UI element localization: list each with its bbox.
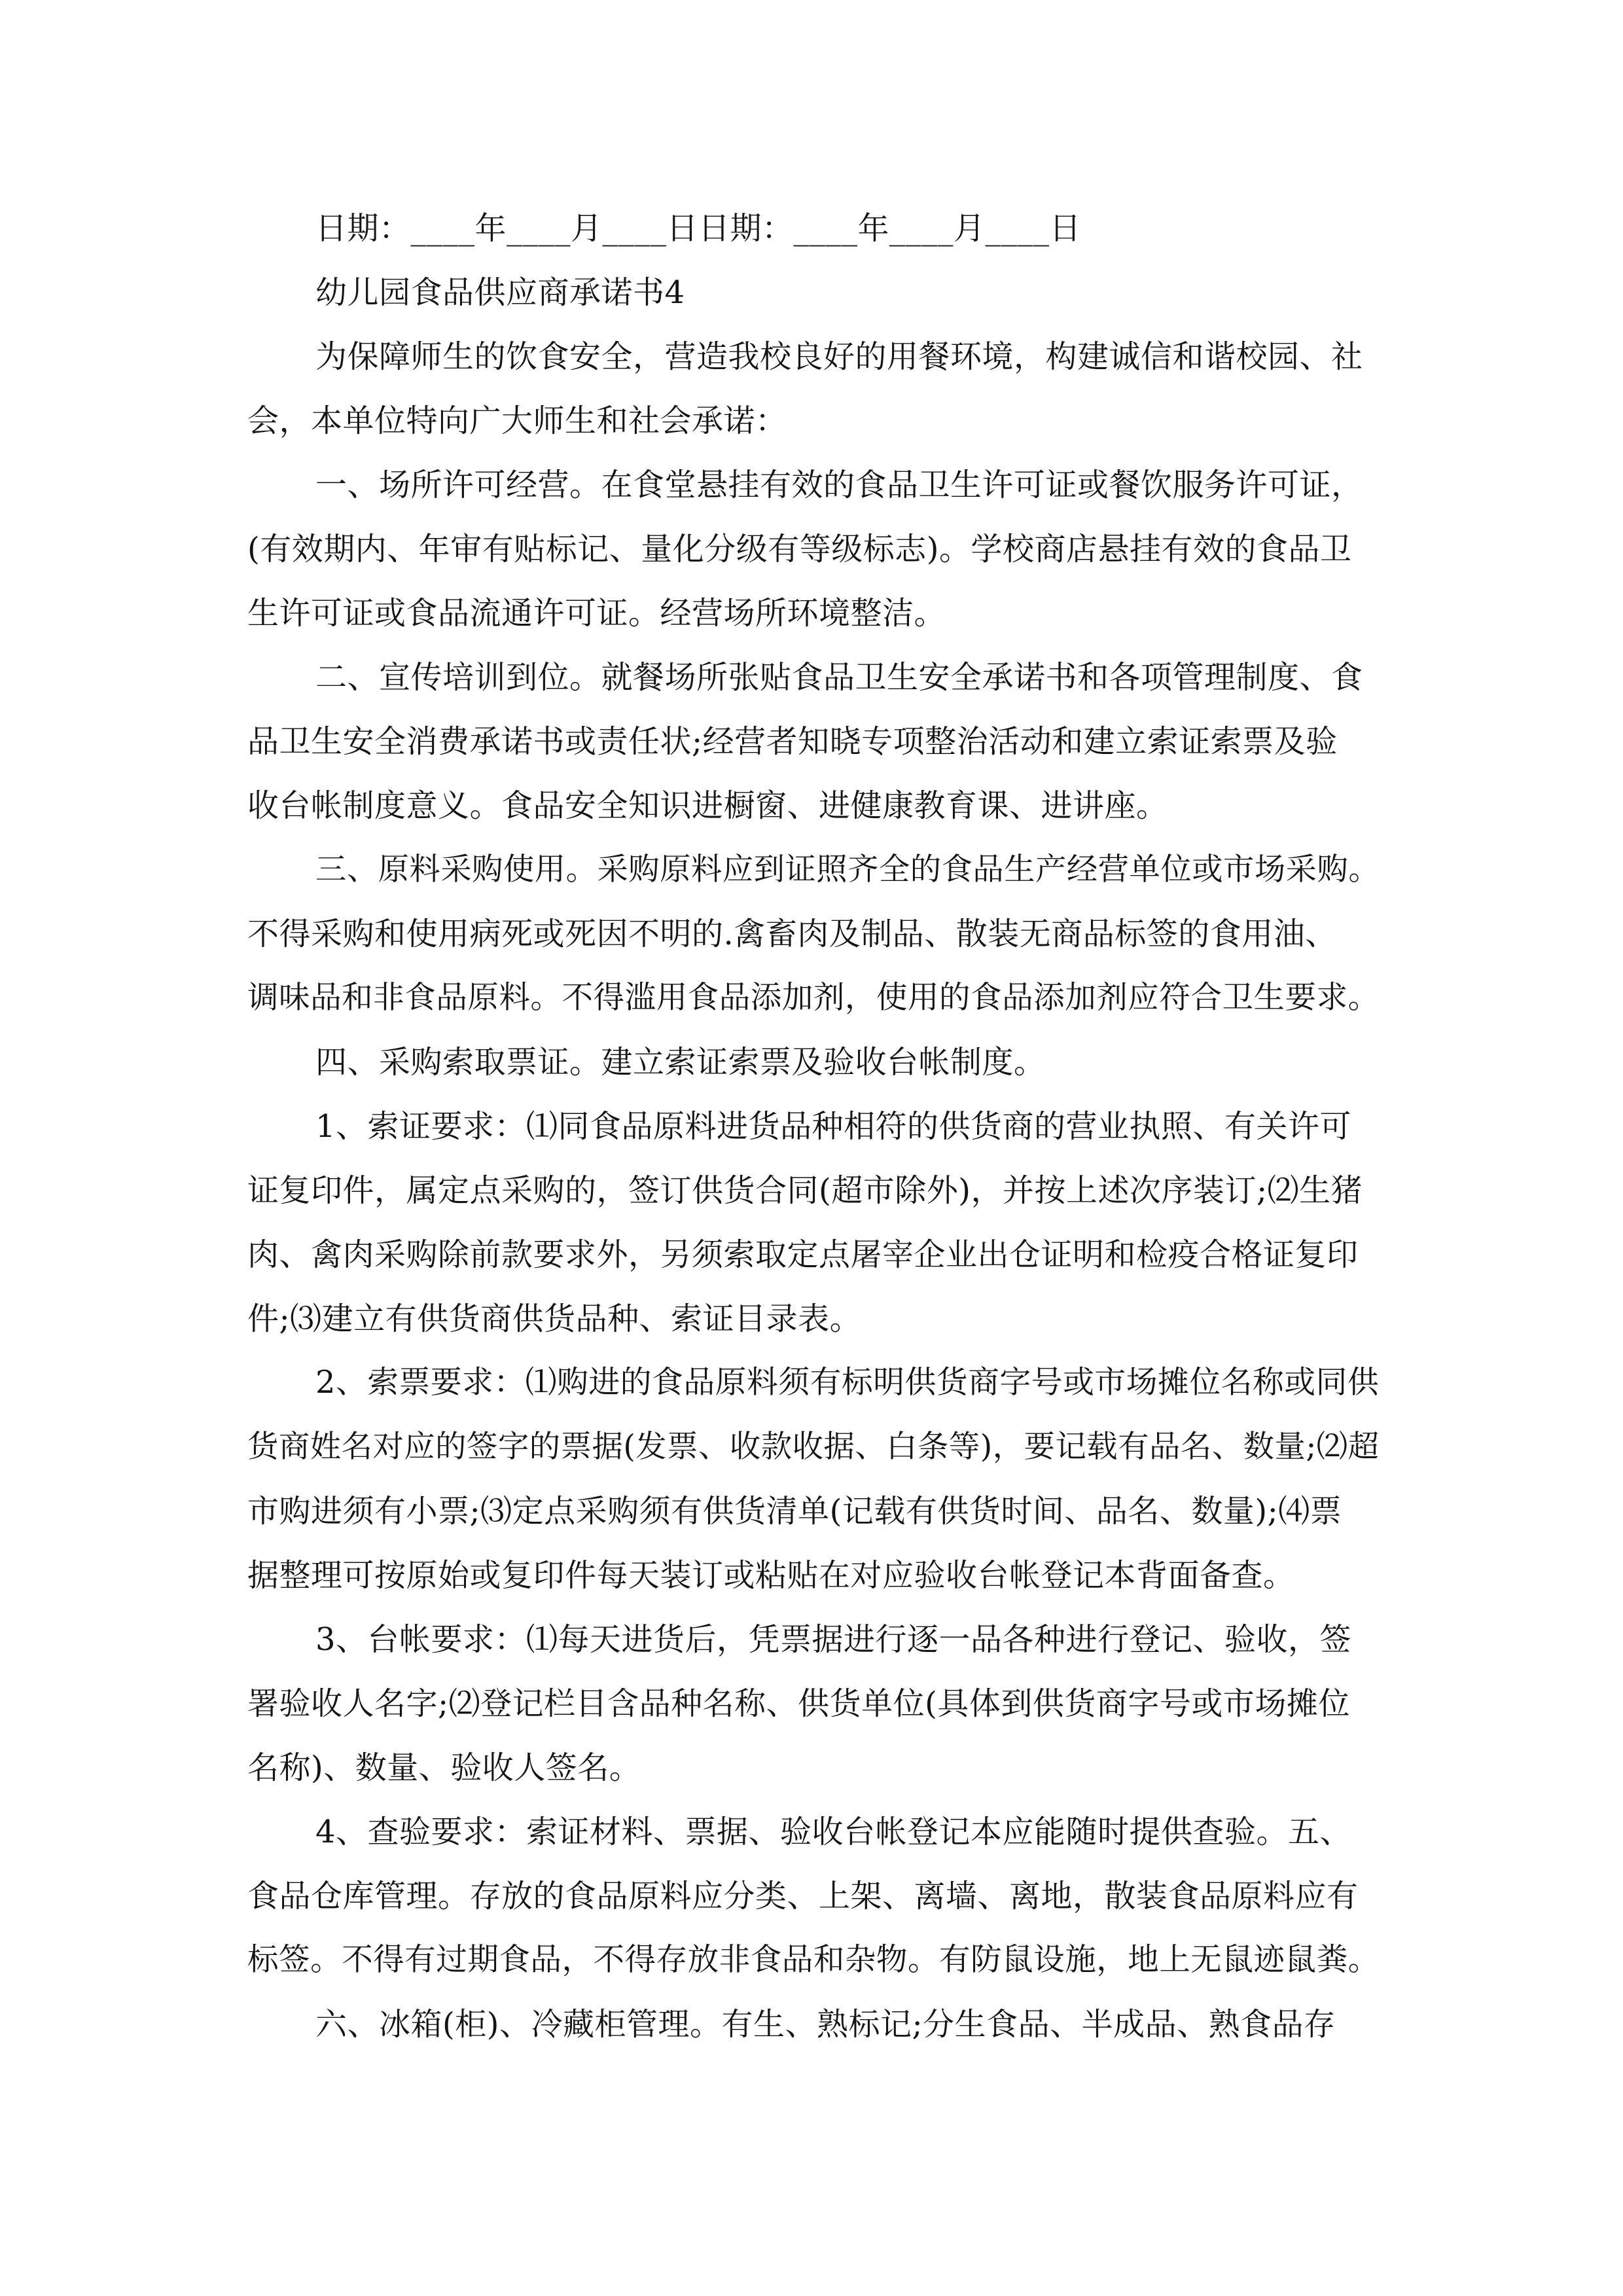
text-line: 食品仓库管理。存放的食品原料应分类、上架、离墙、离地，散装食品原料应有 [247, 1878, 1359, 1914]
text-line: (有效期内、年审有贴标记、量化分级有等级标志)。学校商店悬挂有效的食品卫 [247, 531, 1352, 567]
text-line: 肉、禽肉采购除前款要求外，另须索取定点屠宰企业出仓证明和检疫合格证复印 [247, 1236, 1359, 1273]
text-line: 2、索票要求：⑴购进的食品原料须有标明供货商字号或市场摊位名称或同供 [315, 1365, 1380, 1401]
text-line: 调味品和非食品原料。不得滥用食品添加剂，使用的食品添加剂应符合卫生要求。 [247, 980, 1380, 1016]
text-line: 四、采购索取票证。建立索证索票及验收台帐制度。 [315, 1044, 1046, 1081]
text-line: 三、原料采购使用。采购原料应到证照齐全的食品生产经营单位或市场采购。 [315, 852, 1380, 888]
text-line: 据整理可按原始或复印件每天装订或粘贴在对应验收台帐登记本背面备查。 [247, 1557, 1295, 1594]
text-line: 名称)、数量、验收人签名。 [247, 1749, 641, 1786]
text-line: 证复印件，属定点采购的，签订供货合同(超市除外)，并按上述次序装订;⑵生猪 [247, 1172, 1363, 1209]
text-line: 日期：____年____月____日日期：____年____月____日 [315, 210, 1082, 247]
text-line: 六、冰箱(柜)、冷藏柜管理。有生、熟标记;分生食品、半成品、熟食品存 [315, 2006, 1336, 2043]
text-line: 标签。不得有过期食品，不得存放非食品和杂物。有防鼠设施，地上无鼠迹鼠粪。 [247, 1942, 1380, 1978]
text-line: 为保障师生的饮食安全，营造我校良好的用餐环境，构建诚信和谐校园、社 [315, 338, 1363, 375]
document-body [247, 196, 1380, 2056]
text-line: 二、宣传培训到位。就餐场所张贴食品卫生安全承诺书和各项管理制度、食 [315, 659, 1363, 696]
text-line: 一、场所许可经营。在食堂悬挂有效的食品卫生许可证或餐饮服务许可证， [315, 467, 1363, 503]
text-line: 收台帐制度意义。食品安全知识进橱窗、进健康教育课、进讲座。 [247, 787, 1168, 824]
text-line: 品卫生安全消费承诺书或责任状;经营者知晓专项整治活动和建立索证索票及验 [247, 723, 1338, 760]
text-line: 3、台帐要求：⑴每天进货后，凭票据进行逐一品各种进行登记、验收，签 [315, 1621, 1352, 1658]
text-line: 件;⑶建立有供货商供货品种、索证目录表。 [247, 1300, 862, 1337]
text-line: 署验收人名字;⑵登记栏目含品种名称、供货单位(具体到供货商字号或市场摊位 [247, 1685, 1350, 1722]
text-line: 市购进须有小票;⑶定点采购须有供货清单(记载有供货时间、品名、数量);⑷票 [247, 1493, 1342, 1530]
text-line: 1、索证要求：⑴同食品原料进货品种相符的供货商的营业执照、有关许可 [315, 1108, 1352, 1145]
text-line: 货商姓名对应的签字的票据(发票、收款收据、白条等)，要记载有品名、数量;⑵超 [247, 1429, 1380, 1465]
text-line: 4、查验要求：索证材料、票据、验收台帐登记本应能随时提供查验。五、 [315, 1814, 1352, 1850]
text-line: 生许可证或食品流通许可证。经营场所环境整洁。 [247, 595, 946, 632]
text-line: 不得采购和使用病死或死因不明的.禽畜肉及制品、散装无商品标签的食用油、 [247, 916, 1337, 952]
text-line: 幼儿园食品供应商承诺书4 [315, 274, 685, 311]
text-line: 会，本单位特向广大师生和社会承诺： [247, 403, 787, 439]
